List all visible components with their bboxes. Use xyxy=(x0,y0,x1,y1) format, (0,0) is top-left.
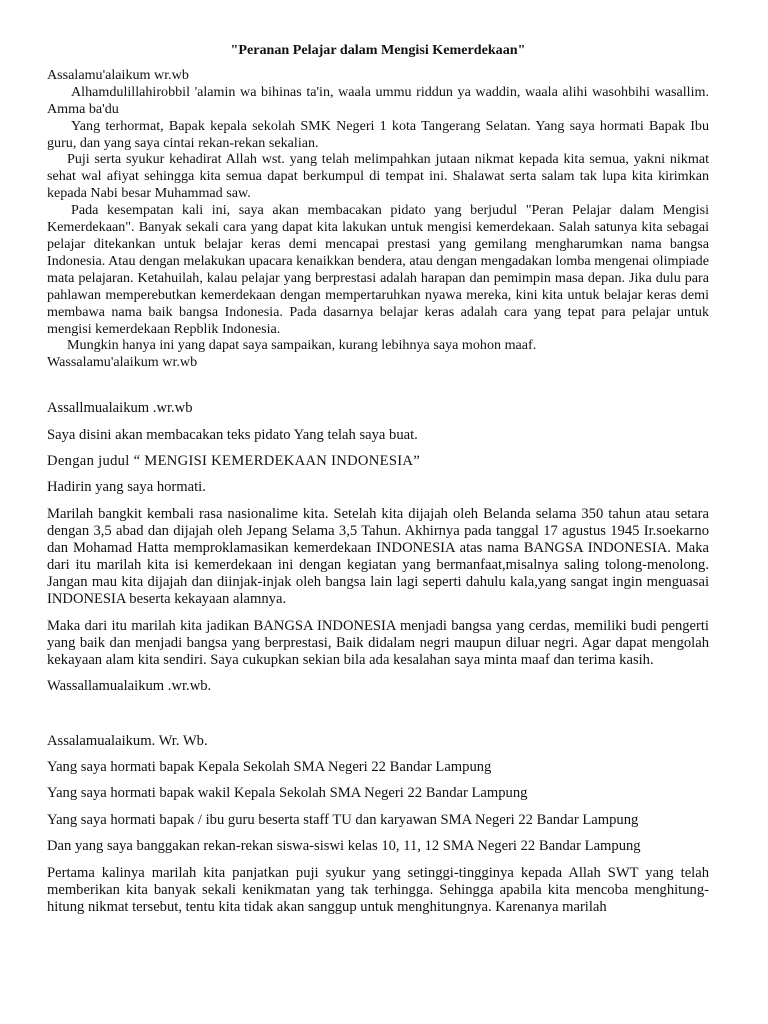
speech-1-closing: Wassalamu'alaikum wr.wb xyxy=(47,354,198,371)
speech-1-paragraph: Alhamdulillahirobbil 'alamin wa bihinas ta'in, waala ummu riddun ya waddin, waala alihi wasohbihi wasallim. Amma ba'du xyxy=(47,83,709,117)
section-spacer xyxy=(47,371,709,400)
document-content xyxy=(47,0,709,925)
speech-2 xyxy=(47,400,709,695)
speech-title: "Peranan Pelajar dalam Mengisi Kemerdekaan" xyxy=(230,42,526,58)
speech-2-paragraph: Maka dari itu marilah kita jadikan BANGSA INDONESIA menjadi bangsa yang cerdas, memiliki budi pengerti yang baik dan menjadi bangsa yang berprestasi, Baik didalam negri maupun diluar negri. Agar dapat mengolah kekayaan alam kita sendiri. Saya cukupkan sekian bila ada kesalahan saya minta maaf dan terima kasih. xyxy=(47,617,709,668)
speech-2-judul: Dengan judul “ MENGISI KEMERDEKAAN INDONESIA” xyxy=(47,453,421,469)
speech-3-paragraph: Yang saya hormati bapak Kepala Sekolah SMA Negeri 22 Bandar Lampung xyxy=(47,759,492,775)
speech-1-paragraph: Yang terhormat, Bapak kepala sekolah SMK Negeri 1 kota Tangerang Selatan. Yang saya hormati Bapak Ibu guru, dan yang saya cintai rekan-rekan sekalian. xyxy=(47,117,709,151)
speech-1-paragraph: Puji serta syukur kehadirat Allah wst. yang telah melimpahkan jutaan nikmat kepada kita semua, yakni nikmat sehat wal afiyat sehingga kita semua dapat berkumpul di tempat ini. Shalawat serta salam tak lupa kita kirimkan kepada Nabi besar Muhammad saw. xyxy=(47,151,709,202)
speech-3-paragraph: Dan yang saya banggakan rekan-rekan siswa-siswi kelas 10, 11, 12 SMA Negeri 22 Bandar Lampung xyxy=(47,838,641,855)
speech-1-paragraph: Mungkin hanya ini yang dapat saya sampaikan, kurang lebihnya saya mohon maaf. xyxy=(67,337,537,354)
speech-2-paragraph: Hadirin yang saya hormati. xyxy=(47,479,206,496)
speech-2-closing: Wassallamualaikum .wr.wb. xyxy=(47,678,212,695)
speech-2-greeting: Assallmualaikum .wr.wb xyxy=(47,400,193,417)
speech-1-greeting: Assalamu'alaikum wr.wb xyxy=(47,66,189,83)
speech-2-paragraph: Marilah bangkit kembali rasa nasionalime kita. Setelah kita dijajah oleh Belanda selama 350 tahun atau setara dengan 3,5 abad dan dijajah oleh Jepang Selama 3,5 Tahun. Akhirnya pada tanggal 17 agustus 1945 Ir.soekarno dan Mohamad Hatta memproklamasikan kemerdekaan INDONESIA atas nama BANGSA INDONESIA. Maka dari itu marilah kita isi kemerdekaan ini dengan kegiatan yang bermanfaat,misalnya saling tolong-menolong. Jangan mau kita dijajah dan diinjak-injak oleh bangsa lain lagi seperti dahulu kala,yang sangat ingin menguasai INDONESIA beserta kekayaan alamnya. xyxy=(47,505,709,608)
speech-1-paragraph: Pada kesempatan kali ini, saya akan membacakan pidato yang berjudul "Peran Pelajar dalam Mengisi Kemerdekaan". Banyak sekali cara yang dapat kita lakukan untuk mengisi kemerdekaan. Salah satunya kita sebagai pelajar ditekankan untuk belajar keras demi mencapai prestasi yang gemilang mengharumkan nama bangsa Indonesia. Atau dengan melakukan upacara kenaikkan bendera, atau dengan mengadakan lomba mengenai olimpiade mata pelajaran. Ketahuilah, kalau pelajar yang berprestasi adalah harapan dan pemimpin masa depan. Jika dulu para pahlawan memperebutkan kemerdekaan dengan mempertaruhkan nyawa mereka, kini kita untuk belajar keras demi membawa nama baik bangsa Indonesia. Pada dasarnya belajar keras adalah cara yang tepat para pelajar untuk mengisi kemerdekaan Repblik Indonesia. xyxy=(47,202,709,337)
section-spacer xyxy=(47,705,709,733)
speech-3-paragraph: Pertama kalinya marilah kita panjatkan puji syukur yang setinggi-tingginya kepada Allah SWT yang telah memberikan kita banyak sekali kenikmatan yang tak terhingga. Sehingga apabila kita mencoba menghitung-hitung nikmat tersebut, tentu kita tidak akan sanggup untuk menghitungnya. Karenanya marilah xyxy=(47,864,709,915)
speech-3-paragraph: Yang saya hormati bapak / ibu guru beserta staff TU dan karyawan SMA Negeri 22 Bandar Lampung xyxy=(47,811,639,828)
speech-3-greeting: Assalamualaikum. Wr. Wb. xyxy=(47,732,208,749)
speech-3 xyxy=(47,733,709,916)
speech-1 xyxy=(47,42,709,371)
speech-3-paragraph: Yang saya hormati bapak wakil Kepala Sekolah SMA Negeri 22 Bandar Lampung xyxy=(47,785,528,802)
speech-2-paragraph: Saya disini akan membacakan teks pidato Yang telah saya buat. xyxy=(47,426,418,443)
